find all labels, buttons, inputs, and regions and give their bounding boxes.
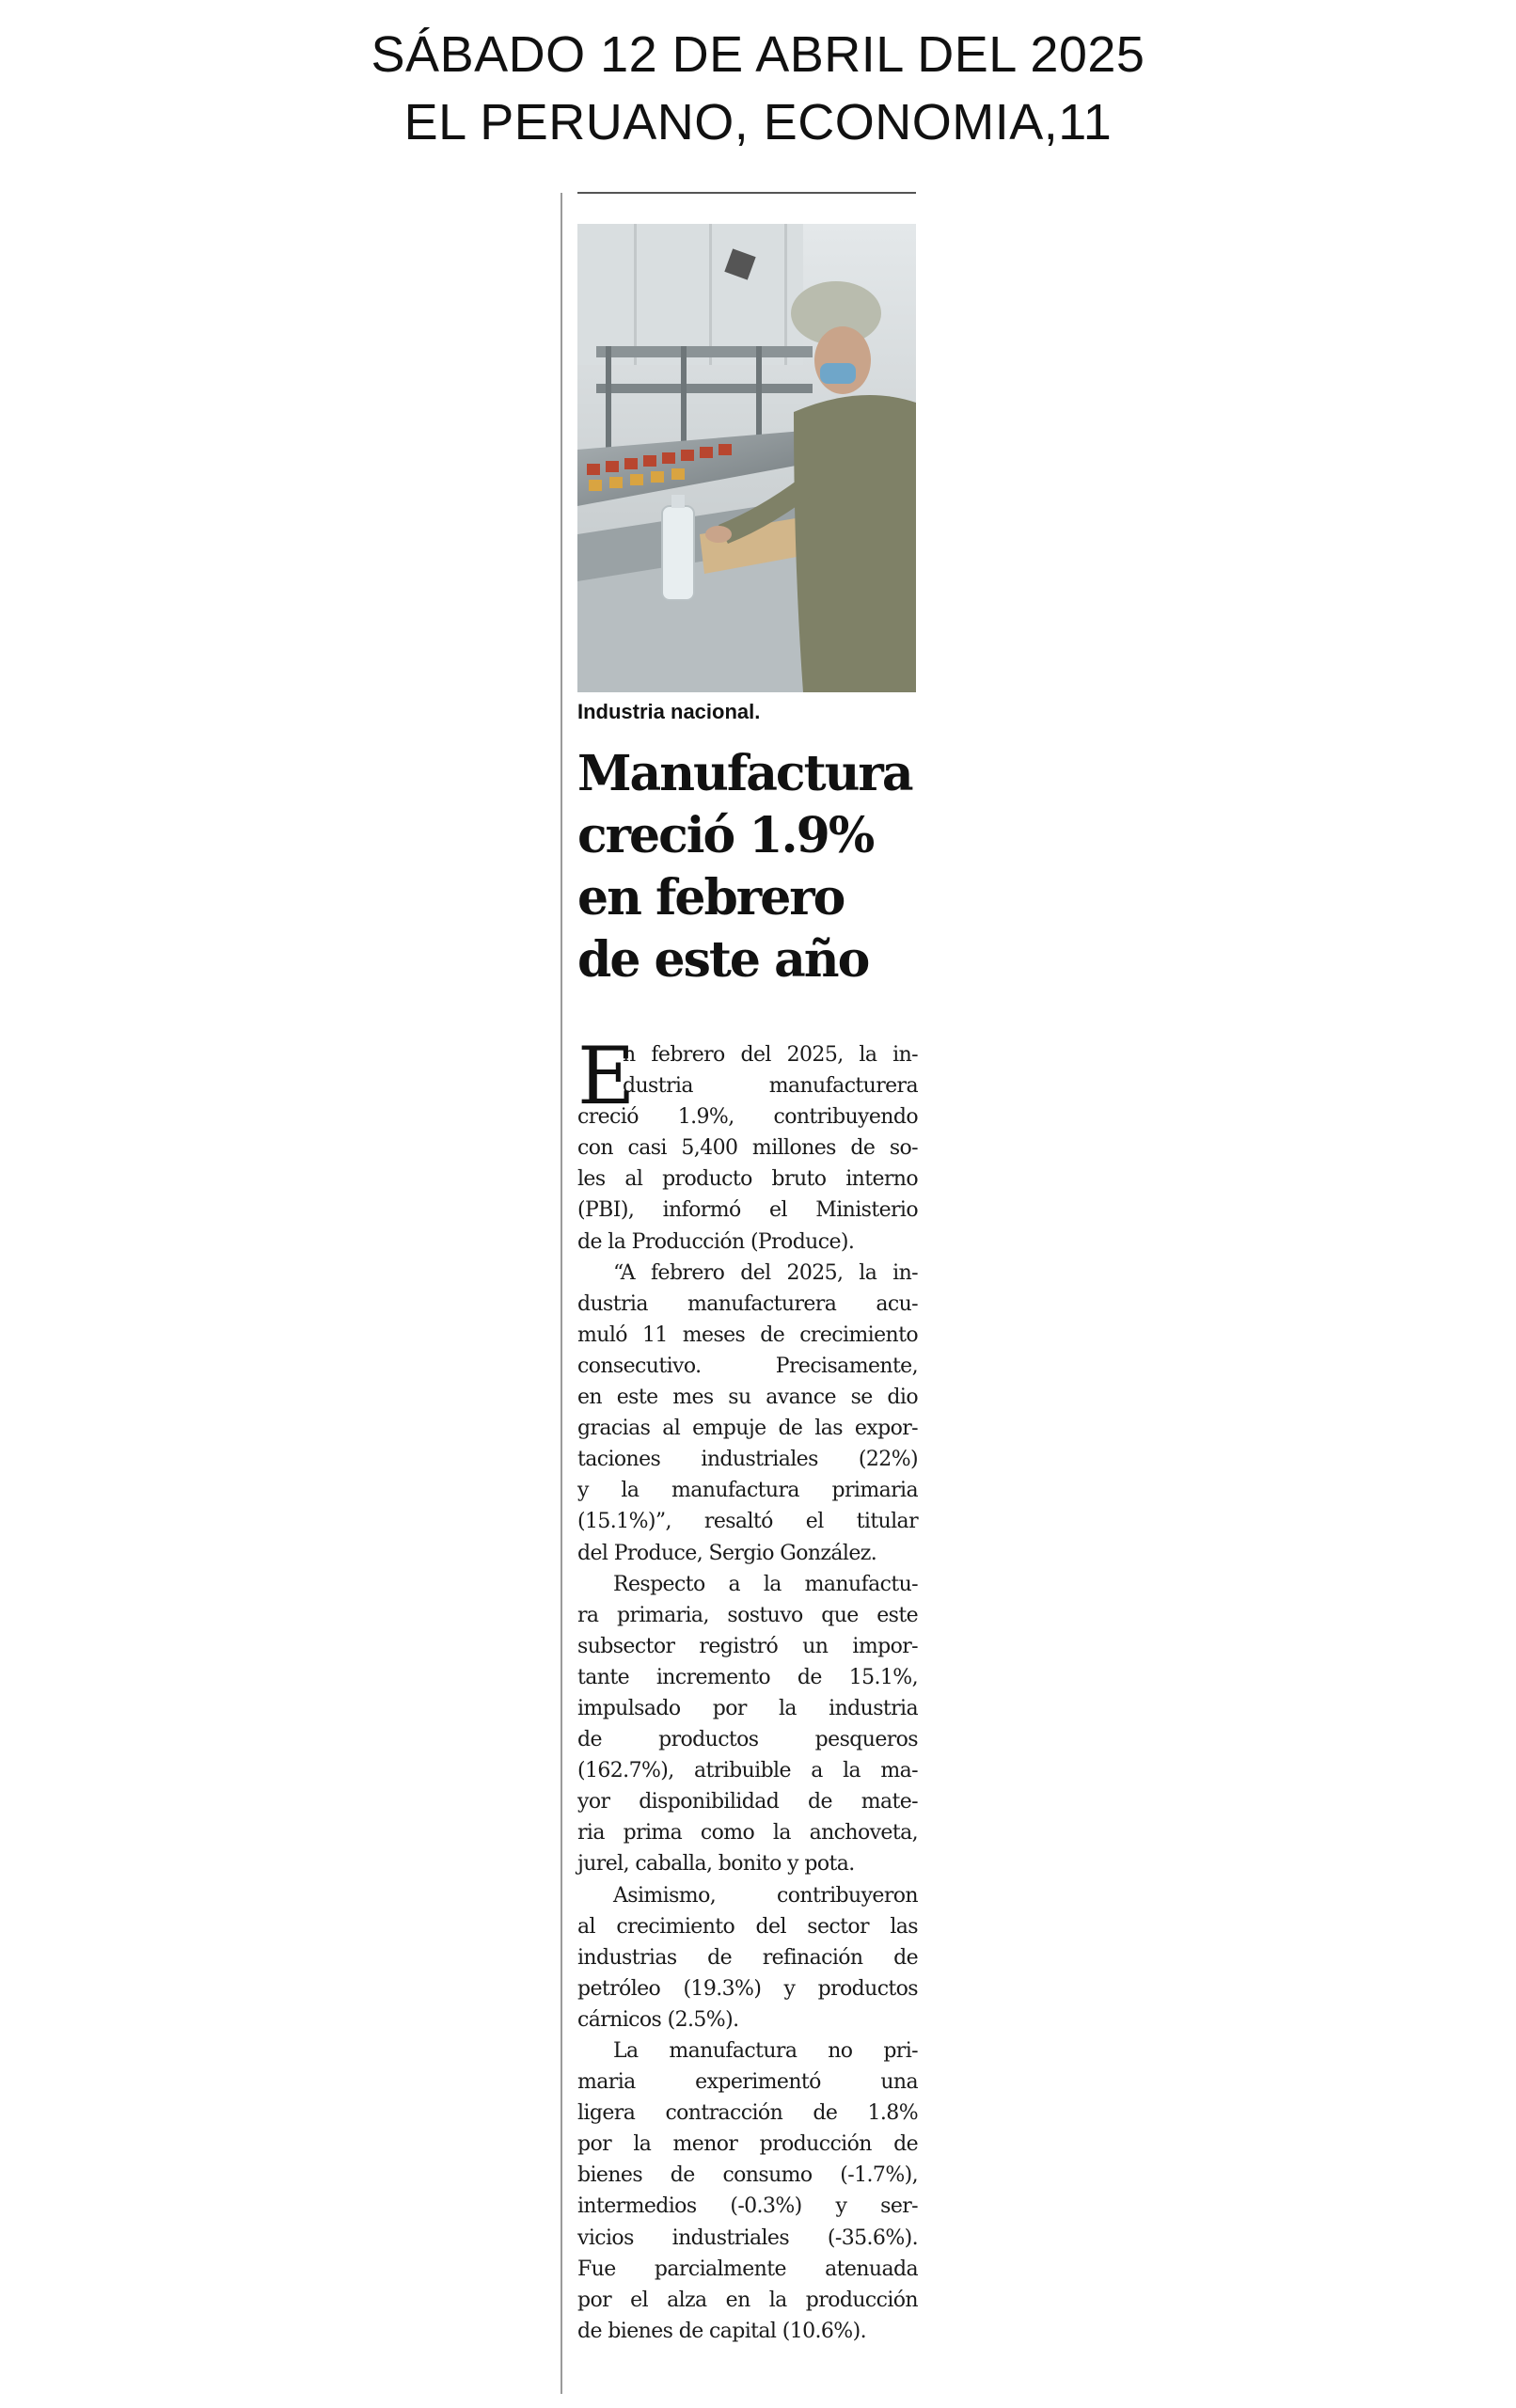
headline-line: Manufactura: [577, 745, 912, 802]
body-line: de la Producción (Produce).: [577, 1229, 855, 1254]
photo-caption: Industria nacional.: [577, 700, 761, 723]
body-line: ria prima como la anchoveta,: [577, 1821, 918, 1846]
body-line: vicios industriales (-35.6%).: [577, 2226, 918, 2250]
body-line: Respecto a la manufactu-: [613, 1572, 918, 1596]
body-line: (162.7%), atribuible a la ma-: [577, 1759, 918, 1783]
body-line: cárnicos (2.5%).: [577, 2007, 739, 2032]
date-line: SÁBADO 12 DE ABRIL DEL 2025: [371, 26, 1145, 83]
body-line: y la manufactura primaria: [577, 1479, 918, 1503]
body-line: (PBI), informó el Ministerio: [577, 1198, 918, 1223]
body-line: yor disponibilidad de mate-: [577, 1790, 918, 1814]
body-line: bienes de consumo (-1.7%),: [577, 2163, 918, 2188]
drop-cap: E: [577, 1030, 635, 1122]
body-line: por la menor producción de: [577, 2132, 918, 2157]
body-line: consecutivo. Precisamente,: [577, 1354, 918, 1378]
body-line: ra primaria, sostuvo que este: [577, 1603, 918, 1627]
body-line: maria experimentó una: [577, 2070, 918, 2095]
body-line: n febrero del 2025, la in-: [623, 1043, 918, 1067]
headline-line: de este año: [577, 931, 869, 989]
body-line: petróleo (19.3%) y productos: [577, 1976, 918, 2001]
article-headline: [577, 743, 925, 991]
body-line: dustria manufacturera: [623, 1074, 918, 1099]
body-line: jurel, caballa, bonito y pota.: [577, 1852, 855, 1877]
body-line: creció 1.9%, contribuyendo: [577, 1105, 918, 1130]
body-line: (15.1%)”, resaltó el titular: [577, 1510, 918, 1534]
column-divider: [561, 193, 562, 2394]
body-line: de bienes de capital (10.6%).: [577, 2319, 866, 2343]
body-line: La manufactura no pri-: [613, 2039, 918, 2063]
body-line: intermedios (-0.3%) y ser-: [577, 2194, 918, 2219]
body-line: industrias de refinación de: [577, 1945, 918, 1970]
page-header: [0, 21, 1516, 156]
top-rule: [577, 192, 916, 194]
headline-line: creció 1.9%: [577, 807, 874, 864]
body-line: subsector registró un impor-: [577, 1634, 918, 1658]
factory-worker-photo-icon: [577, 224, 916, 692]
body-line: Asimismo, contribuyeron: [613, 1883, 918, 1908]
body-line: tante incremento de 15.1%,: [577, 1665, 918, 1689]
body-line: impulsado por la industria: [577, 1696, 918, 1720]
body-line: Fue parcialmente atenuada: [577, 2257, 918, 2281]
source-line: EL PERUANO, ECONOMIA,11: [403, 94, 1113, 150]
body-line: por el alza en la producción: [577, 2288, 918, 2312]
body-line: al crecimiento del sector las: [577, 1914, 918, 1939]
body-line: muló 11 meses de crecimiento: [577, 1323, 918, 1347]
body-line: ligera contracción de 1.8%: [577, 2101, 918, 2126]
article-photo: [577, 224, 916, 692]
body-line: dustria manufacturera acu-: [577, 1291, 918, 1316]
body-line: de productos pesqueros: [577, 1728, 918, 1752]
body-line: les al producto bruto interno: [577, 1167, 918, 1192]
article-body: [577, 1030, 918, 2347]
body-line: “A febrero del 2025, la in-: [613, 1260, 918, 1285]
body-line: con casi 5,400 millones de so-: [577, 1136, 918, 1161]
body-line: taciones industriales (22%): [577, 1448, 918, 1472]
body-line: del Produce, Sergio González.: [577, 1541, 877, 1565]
headline-line: en febrero: [577, 869, 845, 927]
body-line: en este mes su avance se dio: [577, 1386, 918, 1410]
body-line: gracias al empuje de las expor-: [577, 1417, 918, 1441]
